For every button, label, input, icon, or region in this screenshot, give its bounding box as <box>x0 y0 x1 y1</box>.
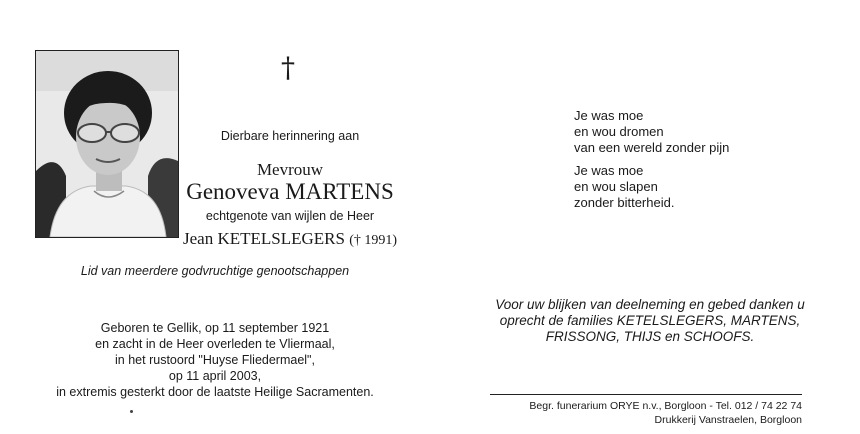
funeral-home: Begr. funerarium ORYE n.v., Borgloon - Tel. 012 / 74 22 74 <box>529 400 802 412</box>
surname: MARTENS <box>285 179 394 204</box>
poem-line: Je was moe <box>574 108 644 123</box>
spouse <box>180 229 400 249</box>
poem-line: en wou dromen <box>574 124 664 139</box>
title-word: Mevrouw <box>256 160 324 179</box>
spouse-name: Jean KETELSLEGERS <box>182 229 345 248</box>
printer: Drukkerij Vanstraelen, Borgloon <box>654 414 802 426</box>
intro-text: Dierbare herinnering aan <box>220 129 360 143</box>
decorative-dot <box>130 410 133 413</box>
spouse-death-year: († 1991) <box>349 233 398 248</box>
poem-line: zonder bitterheid. <box>574 195 675 210</box>
poem-stanza-1 <box>574 108 729 156</box>
footer <box>490 399 802 427</box>
bio-line: Geboren te Gellik, op 11 september 1921 <box>100 321 330 335</box>
bio-line: in het rustoord "Huyse Fliedermael", <box>115 353 315 367</box>
poem-line: en wou slapen <box>574 179 658 194</box>
bio-line: en zacht in de Heer overleden te Vliermaal, <box>95 337 335 351</box>
thanks-line: Voor uw blijken van deelneming en gebed danken u <box>495 297 805 312</box>
biography <box>40 320 390 400</box>
memberships-text: Lid van meerdere godvruchtige genootschappen <box>80 264 350 278</box>
poem-line: Je was moe <box>574 163 644 178</box>
bio-line: op 11 april 2003, <box>168 369 262 383</box>
first-name: Genoveva <box>186 179 280 204</box>
footer-divider <box>490 394 802 395</box>
cross-icon: † <box>281 51 295 84</box>
spouse-line: echtgenote van wijlen de Heer <box>205 209 375 223</box>
bio-line: in extremis gesterkt door de laatste Heilige Sacramenten. <box>56 385 374 399</box>
portrait-photo <box>35 50 179 238</box>
thanks-line: FRISSONG, THIJS en SCHOOFS. <box>545 329 755 344</box>
poem-stanza-2 <box>574 163 674 211</box>
poem-line: van een wereld zonder pijn <box>574 140 730 155</box>
deceased-name <box>180 179 400 205</box>
thanks-line: oprecht de families KETELSLEGERS, MARTENS, <box>499 313 801 328</box>
thanks-text <box>480 297 820 345</box>
